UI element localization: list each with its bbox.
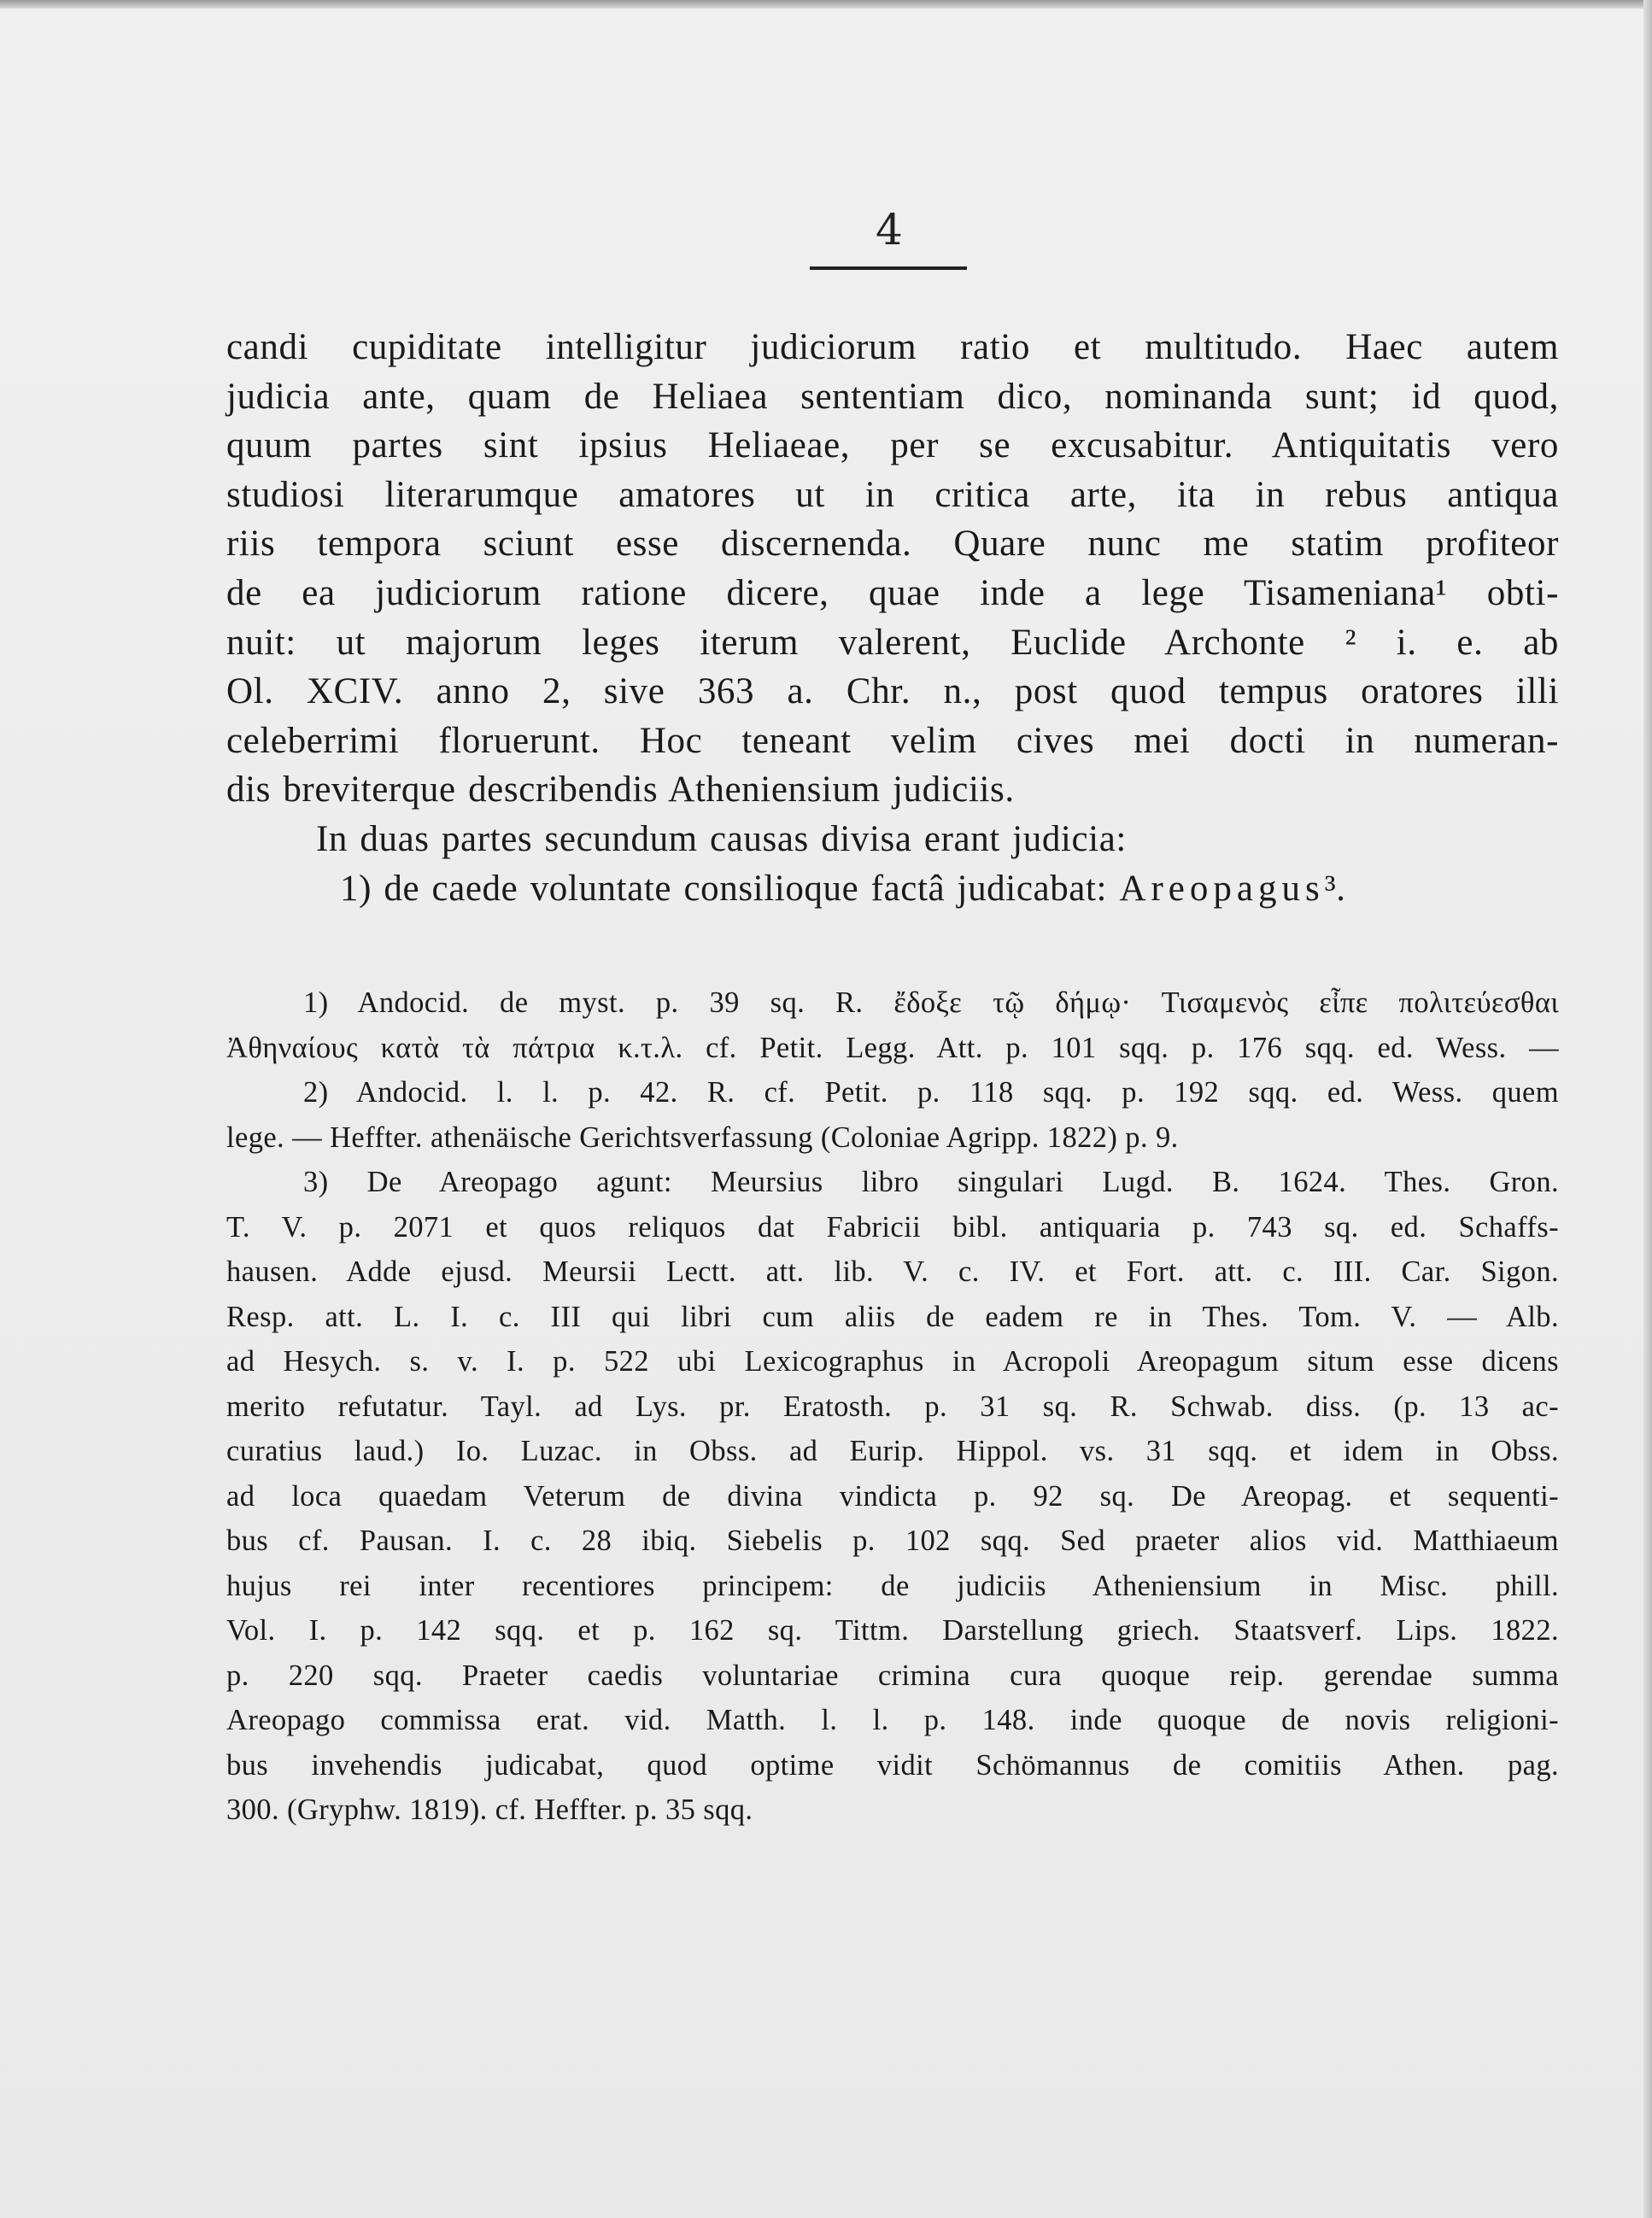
main-text-line: nuit: ut majorum leges iterum valerent, Euclide Archonte ² i. e. ab xyxy=(226,622,1559,663)
footnote-line: bus cf. Pausan. I. c. 28 ibiq. Siebelis p. 102 sqq. Sed praeter alios vid. Matthiaeum xyxy=(226,1525,1559,1557)
footnotes-block xyxy=(226,980,1559,1833)
page-number: 4 xyxy=(876,205,903,255)
main-text-line: quum partes sint ipsius Heliaeae, per se excusabitur. Antiquitatis vero xyxy=(226,425,1559,466)
footnote-line: Vol. I. p. 142 sqq. et p. 162 sq. Tittm. Darstellung griech. Staatsverf. Lips. 1822. xyxy=(226,1614,1559,1647)
footnote-line: 3) De Areopago agunt: Meursius libro singulari Lugd. B. 1624. Thes. Gron. xyxy=(303,1166,1559,1198)
footnote-line: ad Hesych. s. v. I. p. 522 ubi Lexicographus in Acropoli Areopagum situm esse dicens xyxy=(226,1345,1559,1378)
list-item-text: 1) de caede voluntate consilioque factâ judicabat: xyxy=(340,868,1108,909)
footnote-line: Areopago commissa erat. vid. Matth. l. l. p. 148. inde quoque de novis religioni- xyxy=(226,1704,1559,1736)
footnote-line: curatius laud.) Io. Luzac. in Obss. ad Eurip. Hippol. vs. 31 sqq. et idem in Obss. xyxy=(226,1435,1559,1467)
main-text-line: riis tempora sciunt esse discernenda. Quare nunc me statim profiteor xyxy=(226,524,1559,565)
main-text-line: Ol. XCIV. anno 2, sive 363 a. Chr. n., post quod tempus oratores illi xyxy=(226,671,1559,712)
footnote-line: 300. (Gryphw. 1819). cf. Heffter. p. 35 sqq. xyxy=(226,1794,753,1826)
footnote-line: lege. — Heffter. athenäische Gerichtsverfassung (Coloniae Agripp. 1822) p. 9. xyxy=(226,1121,1179,1154)
main-text-block xyxy=(226,323,1559,913)
areopagus-term: Areopagus xyxy=(1119,868,1325,909)
main-text-line: studiosi literarumque amatores ut in critica arte, ita in rebus antiqua xyxy=(226,474,1559,515)
main-text-line: celeberrimi floruerunt. Hoc teneant velim cives mei docti in numeran- xyxy=(226,720,1559,761)
footnote-line: Ἀθηναίους κατὰ τὰ πάτρια κ.τ.λ. cf. Petit. Legg. Att. p. 101 sqq. p. 176 sqq. ed. Wess. — xyxy=(226,1031,1559,1064)
footnote-line: hujus rei inter recentiores principem: de judiciis Atheniensium in Misc. phill. xyxy=(226,1569,1559,1602)
footnote-line: 1) Andocid. de myst. p. 39 sq. R. ἔδοξε τῷ δήμῳ· Τισαμενὸς εἶπε πολιτεύεσθαι xyxy=(303,986,1559,1019)
footnote-line: p. 220 sqq. Praeter caedis voluntariae crimina cura quoque reip. gerendae summa xyxy=(226,1659,1559,1692)
footnote-line: merito refutatur. Tayl. ad Lys. pr. Eratosth. p. 31 sq. R. Schwab. diss. (p. 13 ac- xyxy=(226,1390,1559,1423)
list-item-areopagus xyxy=(226,864,1559,914)
footnote-line: T. V. p. 2071 et quos reliquos dat Fabricii bibl. antiquaria p. 743 sq. ed. Schaffs- xyxy=(226,1210,1559,1244)
main-text-line: candi cupiditate intelligitur judiciorum ratio et multitudo. Haec autem xyxy=(226,327,1559,367)
footnote-line: Resp. att. L. I. c. III qui libri cum aliis de eadem re in Thes. Tom. V. — Alb. xyxy=(226,1300,1559,1333)
footnote-ref: ³. xyxy=(1324,868,1346,909)
footnote-line: ad loca quaedam Veterum de divina vindicta p. 92 sq. De Areopag. et sequenti- xyxy=(226,1479,1559,1513)
page-right-edge xyxy=(1643,0,1652,2218)
footnote-line: hausen. Adde ejusd. Meursii Lectt. att. lib. V. c. IV. et Fort. att. c. III. Car. Sigon. xyxy=(226,1255,1559,1288)
footnote-line: 2) Andocid. l. l. p. 42. R. cf. Petit. p. 118 sqq. p. 192 sqq. ed. Wess. quem xyxy=(303,1076,1559,1109)
main-text-line: judicia ante, quam de Heliaea sententiam dico, nominanda sunt; id quod, xyxy=(226,376,1559,417)
page-top-edge xyxy=(0,0,1652,9)
division-intro-line: In duas partes secundum causas divisa erant judicia: xyxy=(316,818,1127,859)
footnote-line: bus invehendis judicabat, quod optime vidit Schömannus de comitiis Athen. pag. xyxy=(226,1748,1559,1782)
main-text-line: de ea judiciorum ratione dicere, quae inde a lege Tisameniana¹ obti- xyxy=(226,572,1559,613)
main-text-line: dis breviterque describendis Atheniensium judiciis. xyxy=(226,770,1015,811)
page-number-rule xyxy=(810,266,967,270)
